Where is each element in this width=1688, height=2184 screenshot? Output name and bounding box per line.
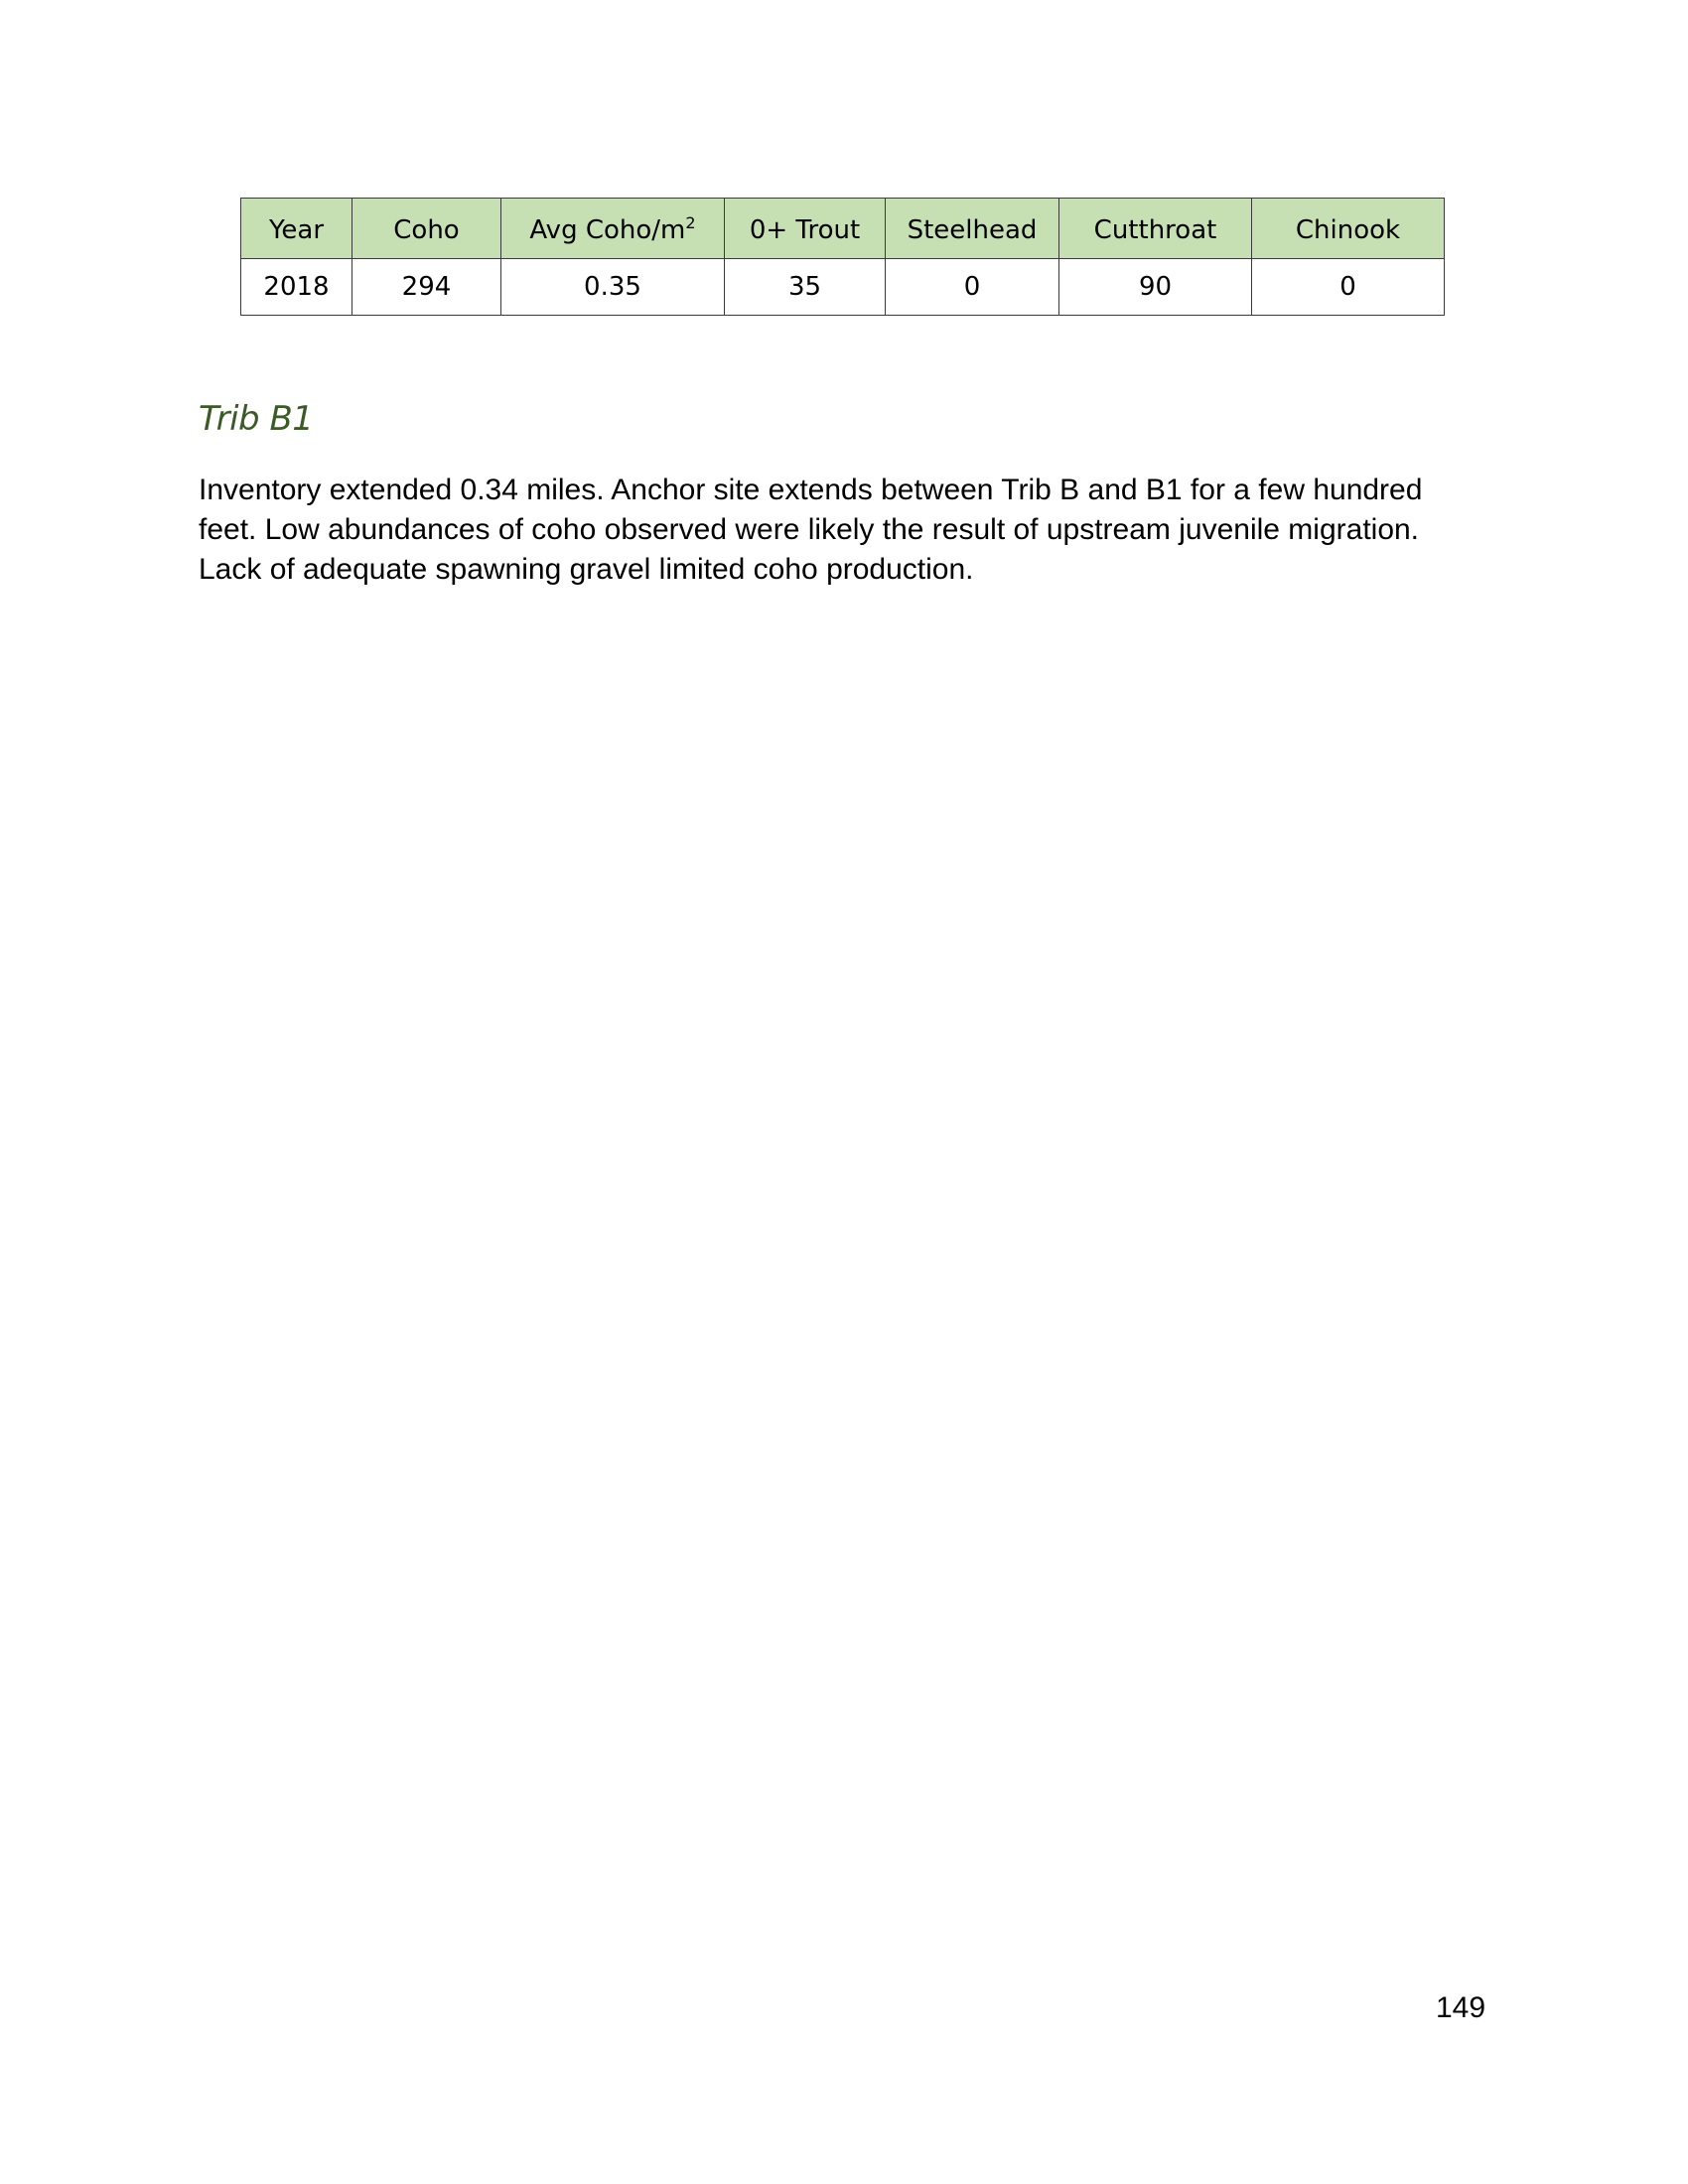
header-superscript: 2 bbox=[685, 213, 696, 232]
header-avg-coho-per-m2 bbox=[501, 199, 725, 259]
header-chinook: Chinook bbox=[1252, 199, 1445, 259]
table-header-row bbox=[241, 199, 1445, 259]
header-avg-coho-label: Avg Coho/m bbox=[529, 215, 686, 245]
header-coho: Coho bbox=[352, 199, 501, 259]
header-year: Year bbox=[241, 199, 352, 259]
cell-cutthroat: 90 bbox=[1059, 259, 1252, 316]
header-steelhead: Steelhead bbox=[886, 199, 1059, 259]
cell-chinook: 0 bbox=[1252, 259, 1445, 316]
table-row bbox=[241, 259, 1445, 316]
header-cutthroat: Cutthroat bbox=[1059, 199, 1252, 259]
cell-avg-coho: 0.35 bbox=[501, 259, 725, 316]
page-number: 149 bbox=[1436, 1991, 1486, 2024]
cell-trout: 35 bbox=[725, 259, 886, 316]
cell-coho: 294 bbox=[352, 259, 501, 316]
header-trout: 0+ Trout bbox=[725, 199, 886, 259]
cell-year: 2018 bbox=[241, 259, 352, 316]
section-heading: Trib B1 bbox=[199, 399, 314, 439]
cell-steelhead: 0 bbox=[886, 259, 1059, 316]
fish-count-table bbox=[240, 198, 1445, 316]
section-paragraph: Inventory extended 0.34 miles. Anchor site extends between Trib B and B1 for a few hundred feet. Low abundances of coho observed were likely the result of upstream juvenile migration. Lack of adequate spawning gravel limited coho production. bbox=[199, 474, 1423, 586]
